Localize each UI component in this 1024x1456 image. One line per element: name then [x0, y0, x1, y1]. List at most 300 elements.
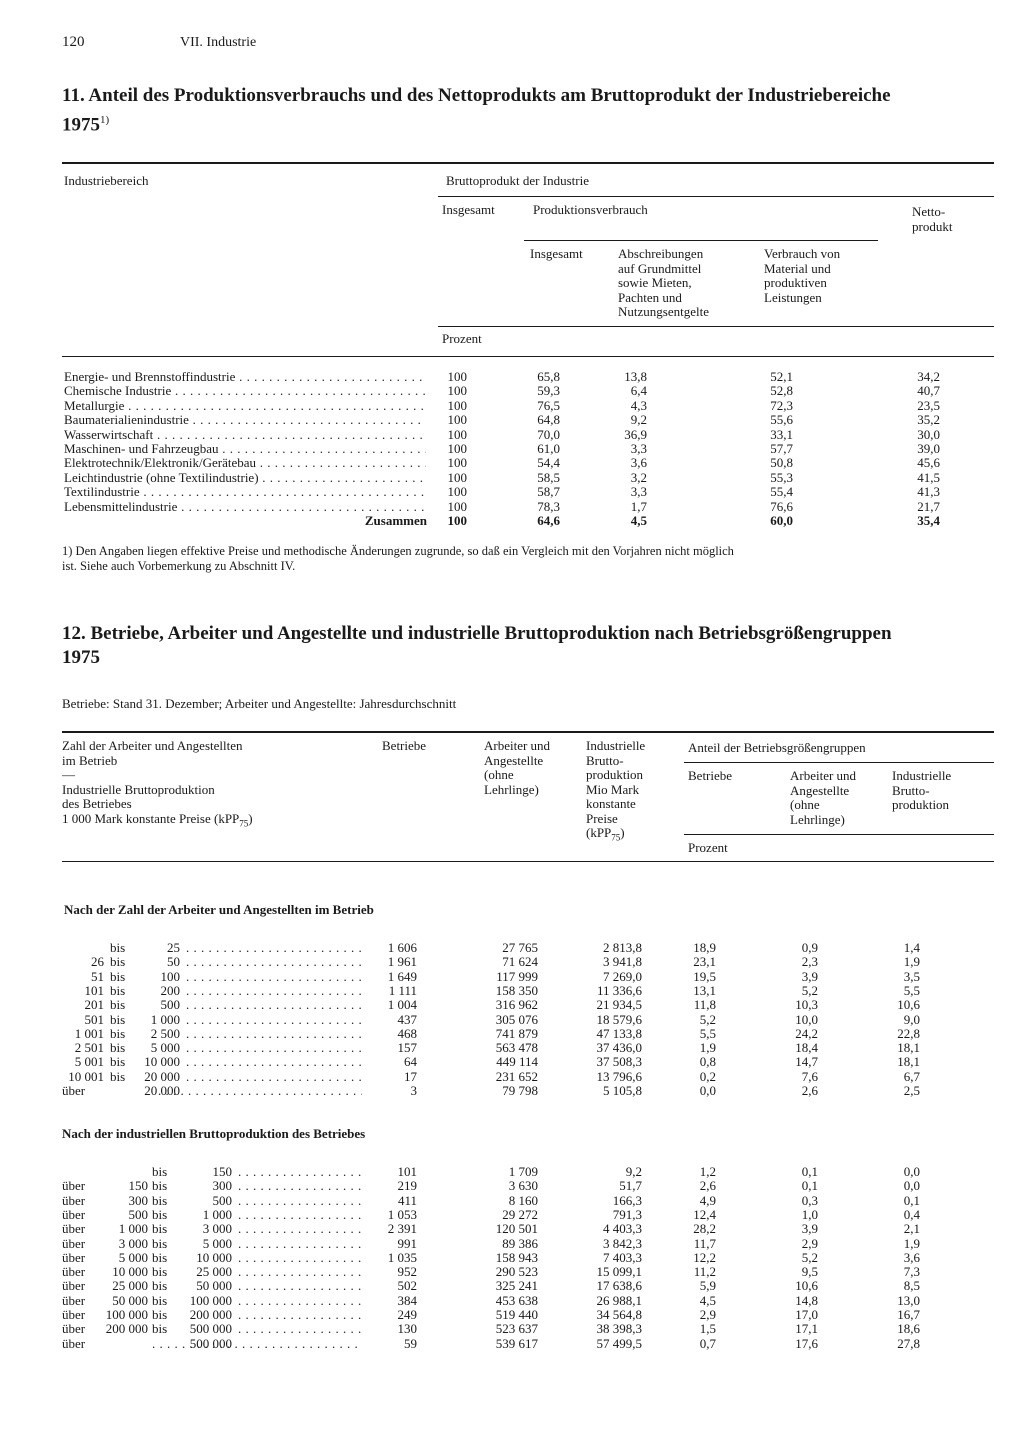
cell-netto: 30,0	[917, 426, 940, 442]
cell-anteil-produktion: 27,8	[897, 1335, 920, 1351]
cell-anteil-arbeiter: 10,6	[795, 1278, 818, 1294]
cell-betriebe: 468	[397, 1025, 417, 1041]
chapter-title: VII. Industrie	[180, 35, 257, 50]
cell-abschreibungen: 3,3	[630, 441, 647, 456]
size-from: 201	[84, 997, 104, 1013]
cell-arbeiter: 158 350	[495, 982, 538, 998]
dot-leader	[238, 1279, 362, 1293]
col-header-industriebereich: Industriebereich	[64, 173, 149, 188]
cell-betriebe: 1 035	[387, 1249, 417, 1265]
table-row	[0, 1013, 1024, 1027]
cell-abschreibungen: 36,9	[624, 426, 647, 442]
total-row	[0, 514, 1024, 528]
dot-leader	[158, 1084, 362, 1098]
cell-arbeiter: 519 440	[495, 1307, 538, 1322]
cell-produktion: 3 842,3	[603, 1235, 642, 1251]
range-ueber: über	[62, 1278, 86, 1294]
table-row	[0, 1194, 1024, 1208]
size-to: 2 500	[150, 1025, 180, 1041]
table-row	[0, 370, 1024, 384]
range-bis: bis	[152, 1164, 168, 1179]
cell-insgesamt: 100	[447, 441, 467, 456]
cell-anteil-produktion: 6,7	[903, 1068, 920, 1084]
cell-betriebe: 249	[397, 1307, 417, 1322]
table-row	[0, 1084, 1024, 1098]
cell-arbeiter: 79 798	[502, 1083, 538, 1098]
row-label-total: Zusammen	[364, 513, 427, 528]
cell-anteil-produktion: 0,0	[903, 1164, 920, 1179]
dot-leader	[186, 1041, 362, 1055]
size-from: 2 501	[74, 1040, 104, 1056]
table-row	[0, 1237, 1024, 1251]
cell-anteil-produktion: 16,7	[897, 1307, 920, 1322]
dot-leader	[238, 1265, 362, 1279]
cell-insgesamt: 100	[447, 412, 467, 428]
cell-netto: 41,5	[917, 469, 940, 485]
range-bis: bis	[152, 1206, 168, 1222]
range-ueber: über	[62, 1321, 86, 1337]
dot-leader	[238, 1222, 362, 1236]
cell-anteil-arbeiter: 14,8	[795, 1292, 818, 1308]
range-to: 150	[212, 1164, 232, 1179]
cell-pv-insgesamt: 64,8	[537, 412, 560, 428]
cell-pv-insgesamt: 61,0	[537, 441, 560, 456]
cell-arbeiter: 741 879	[495, 1025, 538, 1041]
cell-anteil-produktion: 3,6	[903, 1249, 920, 1265]
cell-anteil-betriebe: 23,1	[693, 954, 716, 970]
range-bis: bis	[152, 1192, 168, 1208]
cell-netto: 34,2	[917, 369, 940, 384]
cell-anteil-betriebe: 1,5	[699, 1321, 716, 1337]
cell-anteil-produktion: 18,6	[897, 1321, 920, 1337]
row-label: Wasserwirtschaft . . .	[64, 428, 426, 442]
range-bis: bis	[152, 1235, 168, 1251]
cell-insgesamt: 100	[447, 426, 467, 442]
table-row	[0, 413, 1024, 427]
row-label: Baumaterialienindustrie . . .	[64, 413, 426, 427]
cell-anteil-betriebe: 11,8	[693, 997, 716, 1013]
range-to: 50 000	[196, 1278, 232, 1294]
size-from: 26	[91, 954, 104, 970]
cell-produktion: 21 934,5	[596, 997, 642, 1013]
range-from: 100 000	[105, 1307, 148, 1322]
cell-arbeiter: 523 637	[495, 1321, 538, 1337]
table-row	[0, 1308, 1024, 1322]
table-row	[0, 955, 1024, 969]
cell-anteil-produktion: 13,0	[897, 1292, 920, 1308]
rule	[684, 834, 994, 835]
table-row	[0, 941, 1024, 955]
cell-arbeiter: 1 709	[508, 1164, 538, 1179]
cell-anteil-produktion: 1,9	[903, 1235, 920, 1251]
range-to: 500 000	[189, 1335, 232, 1351]
cell-pv-insgesamt: 76,5	[537, 397, 560, 413]
cell-betriebe: 384	[397, 1292, 417, 1308]
rule	[62, 356, 994, 357]
col-header-produktionsverbrauch: Produktionsverbrauch	[533, 202, 648, 217]
cell-betriebe: 157	[397, 1040, 417, 1056]
cell-produktion: 9,2	[625, 1164, 642, 1179]
size-bis: bis	[110, 968, 126, 984]
cell-betriebe: 130	[397, 1321, 417, 1337]
cell-arbeiter: 231 652	[495, 1068, 538, 1084]
cell-anteil-betriebe: 5,2	[699, 1011, 716, 1027]
cell-pv-insgesamt: 64,6	[537, 513, 560, 528]
cell-anteil-betriebe: 28,2	[693, 1221, 716, 1237]
cell-netto: 40,7	[917, 383, 940, 399]
range-to: 1 000	[202, 1206, 232, 1222]
dot-leader	[238, 1194, 362, 1208]
cell-abschreibungen: 1,7	[630, 498, 647, 514]
cell-netto: 35,4	[917, 513, 940, 528]
dot-leader	[186, 1027, 362, 1041]
cell-anteil-betriebe: 11,7	[693, 1235, 716, 1251]
range-from: 300	[128, 1192, 148, 1208]
cell-produktion: 17 638,6	[596, 1278, 642, 1294]
dot-leader	[186, 984, 362, 998]
row-label: Metallurgie . . .	[64, 399, 426, 413]
row-label: Energie- und Brennstoffindustrie . . .	[64, 370, 426, 384]
size-from: 101	[84, 982, 104, 998]
footnote-marker: 1)	[100, 114, 110, 126]
range-ueber: über	[62, 1335, 86, 1351]
cell-arbeiter: 316 962	[495, 997, 538, 1013]
cell-anteil-produktion: 1,4	[903, 940, 920, 955]
size-bis: bis	[110, 954, 126, 970]
dot-leader	[186, 1055, 362, 1069]
table-row	[0, 428, 1024, 442]
cell-netto: 45,6	[917, 455, 940, 471]
table-row	[0, 1027, 1024, 1041]
col-header-betriebe: Betriebe	[382, 738, 427, 753]
cell-arbeiter: 27 765	[502, 940, 538, 955]
cell-betriebe: 1 053	[387, 1206, 417, 1222]
cell-netto: 39,0	[917, 441, 940, 456]
table-row	[0, 1070, 1024, 1084]
size-from: 10 001	[68, 1068, 104, 1084]
cell-anteil-arbeiter: 0,1	[801, 1178, 818, 1194]
cell-abschreibungen: 3,3	[630, 484, 647, 500]
cell-abschreibungen: 4,3	[630, 397, 647, 413]
col-header-insgesamt: Insgesamt	[442, 202, 495, 217]
range-from: 5 000	[118, 1249, 148, 1265]
cell-anteil-arbeiter: 3,9	[801, 1221, 818, 1237]
cell-produktion: 3 941,8	[603, 954, 642, 970]
cell-produktion: 11 336,6	[596, 982, 642, 998]
range-bis: bis	[152, 1221, 168, 1237]
cell-pv-insgesamt: 78,3	[537, 498, 560, 514]
cell-verbrauch: 55,3	[770, 469, 793, 485]
cell-anteil-arbeiter: 10,0	[795, 1011, 818, 1027]
cell-insgesamt: 100	[447, 397, 467, 413]
col-header-anteil-betriebe: Betriebe	[688, 768, 733, 783]
size-bis: bis	[110, 1068, 126, 1084]
cell-arbeiter: 158 943	[495, 1249, 538, 1265]
cell-anteil-produktion: 3,5	[903, 968, 920, 984]
cell-betriebe: 437	[397, 1011, 417, 1027]
size-to: 20 000	[144, 1068, 180, 1084]
cell-produktion: 18 579,6	[596, 1011, 642, 1027]
col-header-anteil-arbeiter: Arbeiter und Angestellte (ohne Lehrlinge)	[790, 768, 857, 827]
size-to: 200	[160, 982, 180, 998]
cell-abschreibungen: 6,4	[630, 383, 647, 399]
cell-produktion: 37 508,3	[596, 1054, 642, 1070]
range-to: 300	[212, 1178, 232, 1194]
cell-anteil-arbeiter: 0,9	[801, 940, 818, 955]
cell-insgesamt: 100	[447, 513, 467, 528]
table-row	[0, 1251, 1024, 1265]
cell-anteil-arbeiter: 5,2	[801, 1249, 818, 1265]
cell-anteil-betriebe: 5,5	[699, 1025, 716, 1041]
cell-verbrauch: 57,7	[770, 441, 793, 456]
cell-anteil-produktion: 0,4	[903, 1206, 920, 1222]
cell-insgesamt: 100	[447, 369, 467, 384]
unit-label: Prozent	[688, 840, 728, 855]
cell-anteil-betriebe: 5,9	[699, 1278, 716, 1294]
cell-arbeiter: 539 617	[495, 1335, 538, 1351]
cell-anteil-produktion: 0,0	[903, 1178, 920, 1194]
table-row	[0, 399, 1024, 413]
cell-anteil-betriebe: 2,6	[699, 1178, 716, 1194]
cell-verbrauch: 52,1	[770, 369, 793, 384]
rule	[438, 196, 994, 197]
cell-anteil-betriebe: 0,2	[699, 1068, 716, 1084]
cell-verbrauch: 52,8	[770, 383, 793, 399]
cell-anteil-betriebe: 18,9	[693, 940, 716, 955]
table-row	[0, 984, 1024, 998]
cell-anteil-betriebe: 1,9	[699, 1040, 716, 1056]
range-ueber: über	[62, 1249, 86, 1265]
cell-anteil-betriebe: 2,9	[699, 1307, 716, 1322]
dot-leader	[186, 998, 362, 1012]
cell-anteil-arbeiter: 2,3	[801, 954, 818, 970]
table-12-title: 12. Betriebe, Arbeiter und Angestellte und industrielle Bruttoproduktion nach Betriebsgrößengruppen	[62, 623, 892, 644]
cell-anteil-produktion: 0,1	[903, 1192, 920, 1208]
cell-anteil-arbeiter: 7,6	[801, 1068, 818, 1084]
cell-arbeiter: 449 114	[496, 1054, 538, 1070]
cell-pv-insgesamt: 59,3	[537, 383, 560, 399]
section-title-produktion: Nach der industriellen Bruttoproduktion des Betriebes	[62, 1126, 366, 1141]
table-row	[0, 485, 1024, 499]
cell-betriebe: 1 004	[387, 997, 417, 1013]
table-row	[0, 1179, 1024, 1193]
cell-anteil-produktion: 5,5	[903, 982, 920, 998]
cell-anteil-betriebe: 12,2	[693, 1249, 716, 1265]
cell-anteil-arbeiter: 17,6	[795, 1335, 818, 1351]
cell-anteil-arbeiter: 3,9	[801, 968, 818, 984]
cell-arbeiter: 3 630	[508, 1178, 538, 1194]
range-to: 200 000	[189, 1307, 232, 1322]
cell-abschreibungen: 13,8	[624, 369, 647, 384]
col-header-pv-insgesamt: Insgesamt	[530, 246, 583, 261]
range-from: 25 000	[112, 1278, 148, 1294]
rule	[62, 731, 994, 733]
cell-verbrauch: 55,6	[770, 412, 793, 428]
cell-produktion: 13 796,6	[596, 1068, 642, 1084]
cell-insgesamt: 100	[447, 498, 467, 514]
cell-netto: 35,2	[917, 412, 940, 428]
range-to: 25 000	[196, 1264, 232, 1280]
col-header-produktion: Industrielle Brutto- produktion Mio Mark konstante Preise	[586, 738, 646, 826]
cell-anteil-betriebe: 0,0	[699, 1083, 716, 1098]
cell-anteil-betriebe: 11,2	[693, 1264, 716, 1280]
size-bis: bis	[110, 982, 126, 998]
cell-produktion: 7 403,3	[603, 1249, 642, 1265]
cell-produktion: 57 499,5	[596, 1335, 642, 1351]
cell-arbeiter: 8 160	[508, 1192, 538, 1208]
table-row	[0, 1055, 1024, 1069]
footnote: 1) Den Angaben liegen effektive Preise und methodische Änderungen zugrunde, so daß ein Vergleich mit den Vorjahren nicht möglich	[62, 544, 734, 558]
row-label: Chemische Industrie . . .	[64, 384, 426, 398]
dot-leader	[238, 1308, 362, 1322]
rule	[62, 162, 994, 164]
cell-produktion: 34 564,8	[596, 1307, 642, 1322]
cell-anteil-produktion: 2,1	[903, 1221, 920, 1237]
cell-anteil-betriebe: 19,5	[693, 968, 716, 984]
size-bis: bis	[110, 1025, 126, 1041]
range-from: 3 000	[118, 1235, 148, 1251]
cell-betriebe: 1 111	[388, 982, 417, 998]
cell-betriebe: 991	[397, 1235, 417, 1251]
col-header-anteil: Anteil der Betriebsgrößengruppen	[688, 740, 866, 755]
range-bis: bis	[152, 1321, 168, 1337]
rule	[62, 861, 994, 862]
range-ueber: über	[62, 1292, 86, 1308]
size-from: 51	[91, 968, 104, 984]
range-from: 200 000	[105, 1321, 148, 1337]
dot-leader	[186, 941, 362, 955]
cell-anteil-arbeiter: 18,4	[795, 1040, 818, 1056]
cell-verbrauch: 60,0	[770, 513, 793, 528]
table-row	[0, 1208, 1024, 1222]
cell-produktion: 26 988,1	[596, 1292, 642, 1308]
col-header-verbrauch: Verbrauch von Material und produktiven Leistungen	[764, 246, 841, 305]
cell-netto: 21,7	[917, 498, 940, 514]
col-header-nettoprodukt: Netto- produkt	[912, 204, 953, 234]
cell-arbeiter: 117 999	[496, 968, 538, 984]
cell-anteil-produktion: 22,8	[897, 1025, 920, 1041]
cell-verbrauch: 72,3	[770, 397, 793, 413]
cell-anteil-arbeiter: 0,3	[801, 1192, 818, 1208]
row-label: Elektrotechnik/Elektronik/Gerätebau . . .	[64, 456, 426, 470]
rule	[524, 240, 878, 241]
cell-anteil-produktion: 8,5	[903, 1278, 920, 1294]
cell-anteil-produktion: 9,0	[903, 1011, 920, 1027]
cell-betriebe: 1 649	[387, 968, 417, 984]
range-to: 3 000	[202, 1221, 232, 1237]
cell-betriebe: 2 391	[387, 1221, 417, 1237]
col-header-bruttoprodukt: Bruttoprodukt der Industrie	[446, 173, 589, 188]
table-row	[0, 1265, 1024, 1279]
size-from: 501	[84, 1011, 104, 1027]
cell-produktion: 2 813,8	[603, 940, 642, 955]
cell-anteil-arbeiter: 9,5	[801, 1264, 818, 1280]
range-from: 50 000	[112, 1292, 148, 1308]
cell-arbeiter: 29 272	[502, 1206, 538, 1222]
cell-abschreibungen: 3,2	[630, 469, 647, 485]
cell-netto: 23,5	[917, 397, 940, 413]
range-ueber: über	[62, 1178, 86, 1194]
cell-abschreibungen: 3,6	[630, 455, 647, 471]
cell-anteil-arbeiter: 2,9	[801, 1235, 818, 1251]
cell-insgesamt: 100	[447, 455, 467, 471]
rule	[438, 326, 994, 327]
cell-insgesamt: 100	[447, 469, 467, 485]
size-bis: bis	[110, 1054, 126, 1070]
cell-produktion: 38 398,3	[596, 1321, 642, 1337]
cell-arbeiter: 453 638	[495, 1292, 538, 1308]
size-to: 100	[160, 968, 180, 984]
range-to: 5 000	[202, 1235, 232, 1251]
range-bis: bis	[152, 1249, 168, 1265]
dot-leader	[238, 1322, 362, 1336]
cell-betriebe: 411	[397, 1192, 417, 1208]
table-row	[0, 442, 1024, 456]
cell-arbeiter: 305 076	[495, 1011, 538, 1027]
range-ueber: über	[62, 1235, 86, 1251]
cell-betriebe: 219	[397, 1178, 417, 1194]
range-ueber: über	[62, 1221, 86, 1237]
cell-anteil-arbeiter: 0,1	[801, 1164, 818, 1179]
cell-pv-insgesamt: 70,0	[537, 426, 560, 442]
size-to: 50	[167, 954, 180, 970]
section-title-zahl: Nach der Zahl der Arbeiter und Angestellten im Betrieb	[64, 902, 374, 917]
size-bis: bis	[110, 940, 126, 955]
cell-betriebe: 59	[404, 1335, 417, 1351]
table-row	[0, 456, 1024, 470]
size-from: 5 001	[74, 1054, 104, 1070]
col-header-abschreibungen: Abschreibungen auf Grundmittel sowie Mieten, Pachten und Nutzungsentgelte	[618, 246, 709, 319]
table-row	[0, 998, 1024, 1012]
cell-betriebe: 952	[397, 1264, 417, 1280]
dot-leader	[186, 1013, 362, 1027]
table-row	[0, 1041, 1024, 1055]
range-from: 1 000	[118, 1221, 148, 1237]
cell-arbeiter: 563 478	[495, 1040, 538, 1056]
range-bis: bis	[152, 1307, 168, 1322]
dot-leader	[238, 1165, 362, 1179]
col-header-kpp: 1 000 Mark konstante Preise (kPP$_{75}$)	[62, 811, 253, 829]
col-header-anteil-produktion: Industrielle Brutto- produktion	[892, 768, 952, 812]
cell-produktion: 47 133,8	[596, 1025, 642, 1041]
cell-anteil-betriebe: 4,9	[699, 1192, 716, 1208]
dot-leader	[186, 970, 362, 984]
footnote-cont: ist. Siehe auch Vorbemerkung zu Abschnitt IV.	[62, 559, 296, 573]
cell-produktion: 15 099,1	[596, 1264, 642, 1280]
cell-betriebe: 3	[410, 1083, 417, 1098]
range-ueber: über	[62, 1264, 86, 1280]
cell-produktion: 51,7	[619, 1178, 642, 1194]
cell-arbeiter: 325 241	[495, 1278, 538, 1294]
row-label: Lebensmittelindustrie . . .	[64, 500, 426, 514]
rule	[684, 762, 994, 763]
cell-anteil-arbeiter: 10,3	[795, 997, 818, 1013]
size-to: 5 000	[150, 1040, 180, 1056]
size-to: 20 000	[144, 1083, 180, 1098]
cell-anteil-betriebe: 13,1	[693, 982, 716, 998]
cell-verbrauch: 33,1	[770, 426, 793, 442]
cell-betriebe: 1 606	[387, 940, 417, 955]
range-from: 150	[128, 1178, 148, 1194]
range-ueber: über	[62, 1192, 86, 1208]
cell-anteil-arbeiter: 2,6	[801, 1083, 818, 1098]
cell-pv-insgesamt: 58,5	[537, 469, 560, 485]
cell-anteil-betriebe: 0,7	[699, 1335, 716, 1351]
cell-arbeiter: 290 523	[495, 1264, 538, 1280]
cell-produktion: 4 403,3	[603, 1221, 642, 1237]
table-row	[0, 471, 1024, 485]
cell-anteil-betriebe: 4,5	[699, 1292, 716, 1308]
